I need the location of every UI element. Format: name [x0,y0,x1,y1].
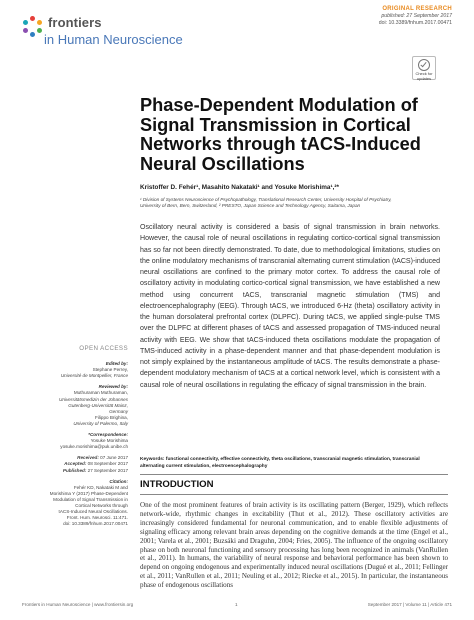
journal-name: in Human Neuroscience [44,32,183,47]
introduction-heading: INTRODUCTION [140,479,214,490]
citation-line: Cortical Networks through [75,502,128,508]
citation-line: Fehér KD, Nakataki M and [73,484,128,490]
check-updates-label: Check for updates [415,71,433,81]
reviewer-line: Germany [109,408,128,414]
footer-volume-info: September 2017 | Volume 11 | Article 471 [367,602,452,607]
brand-name: frontiers [48,15,102,30]
affiliation-line: University of Bern, Bern, Switzerland, ² PRESTO, Japan Science and Technology Agency, Saitama, Japan [140,203,361,209]
citation-line: tACS-Induced Neural Oscillations. [58,509,128,515]
citation-doi[interactable]: doi: 10.3389/fnhum.2017.00471 [63,521,128,527]
journal-logo[interactable] [22,14,192,50]
reviewed-by-label: Reviewed by: [98,384,128,390]
page-number: 1 [235,602,238,607]
reviewer-line: Gutenberg-Universität Mainz, [68,402,128,408]
editor-affiliation: Université de Montpellier, France [60,373,128,379]
keywords [140,457,440,470]
open-access-label: OPEN ACCESS [79,345,128,352]
article-type: ORIGINAL RESEARCH [382,6,452,12]
article-sidebar [36,346,128,527]
frontiers-logo-icon [22,16,44,38]
affiliations [140,197,450,210]
authors[interactable]: Kristoffer D. Fehér¹, Masahito Nakataki¹ and Yosuke Morishima¹,²* [140,184,339,191]
accepted-date: Accepted: 08 September 2017 [64,461,128,467]
article-meta [379,6,452,27]
keywords-label: Keywords: [140,457,165,462]
received-date: Received: 07 June 2017 [77,455,128,461]
abstract: Oscillatory neural activity is considered a basis of signal transmission in brain networks. However, the causal role of neural oscillations in regulating cortico-cortical signal transmission has so far not been directly demonstrated. To date, due to methodological limitations, studies on the online modulatory mechanisms of transcranial alternating current stimulation (tACS)-induced neural oscillations are confined to the primary motor cortex. To address the causal role of oscillatory activity in modulating cortico-cortical signal transmission, we have established a new method using concurrent tACS, transcranial magnetic stimulation (TMS) and electroencephalography (EEG). Through tACS, we introduced 6-Hz (theta) oscillatory activity in the human dorsolateral prefrontal cortex (DLPFC). During tACS, we applied single-pulse TMS over the DLPFC at different phases of tACS and assessed propagation of TMS-induced neural activity with EEG. We show that tACS-induced theta oscillations modulate the propagation of TMS-induced activity in a phase-dependent manner and that phase-dependent modulation is not simply explained by the instantaneous amplitude of tACS. The results demonstrate a phase-dependent modulatory mechanism of tACS at a cortical network level, which is consistent with a causal role of neural oscillations in regulating the efficacy of signal transmission in the brain. [140,224,440,389]
correspondent-email[interactable]: yosuke.morishima@puk.unibe.ch [60,444,128,450]
doi[interactable]: doi: 10.3389/fnhum.2017.00471 [378,20,452,26]
reviewer-line: University of Palermo, Italy [73,420,128,426]
citation-label: Citation: [109,478,128,484]
footer-journal-link[interactable]: Frontiers in Human Neuroscience | www.frontiersin.org [22,602,134,607]
reviewer-line: Filippo Brighina, [95,414,128,420]
check-icon [418,59,430,71]
article-title: Phase-Dependent Modulation of Signal Transmission in Cortical Networks through tACS-Induced Neural Oscillations [140,95,421,174]
published-date-side: Published: 27 September 2017 [62,467,128,473]
editor-name: Stephane Perrey, [92,367,128,373]
citation-line: Modulation of Signal Transmission in [53,496,128,502]
affiliation-line: ¹ Division of Systems Neuroscience of Psychopathology, Translational Research Center, University Hospital of Psychiatry, [140,197,392,202]
published-date: published: 27 September 2017 [381,13,452,19]
check-updates-button[interactable] [412,56,436,80]
section-divider [140,474,448,475]
keywords-text: functional connectivity, effective connectivity, theta oscillations, transcranial magnetic stimulation, transcranial alternating current stimulation, electroencephalography [140,457,420,469]
correspondent-name: Yosuke Morishima [90,438,128,444]
reviewer-line: Muthuraman Muthuraman, [73,390,128,396]
introduction-text: One of the most prominent features of brain activity is its oscillating pattern (Berger, 1929), which reflects network-wide, rhythmic changes in excitability (Thut et al., 2012). These oscillatory activities are increasingly considered fundamental for neuronal communication, and to enable flexible adjustments of signaling efficacy among relevant brain areas depending on the cognitive demands at the time (Engel et al., 2001; Varela et al., 2001; Buzsáki and Draguhn, 2004; Fries, 2005). The influence of the ongoing oscillatory phase on both neuronal functioning and sensory processing has long been recognized in animals (VanRullen et al., 2011). In humans, the variability of neural response and behavioral performance has been shown to depend on ongoing endogenous and experimentally induced neural oscillations (Dugué et al., 2011; Fellinger et al., 2011; VanRullen et al., 2011; Neuling et al., 2012; Riecke et al., 2015). In particular, the instantaneous phase of endogenous oscillations [140,501,448,590]
reviewer-line: Universitätsmedizin der Johannes [59,396,128,402]
edited-by-label: Edited by: [105,361,128,367]
section-divider [140,494,448,495]
correspondence-label: *Correspondence: [88,432,128,438]
citation-line: Morishima Y (2017) Phase-Dependent [49,490,128,496]
citation-line: Front. Hum. Neurosci. 11:471. [66,515,128,521]
